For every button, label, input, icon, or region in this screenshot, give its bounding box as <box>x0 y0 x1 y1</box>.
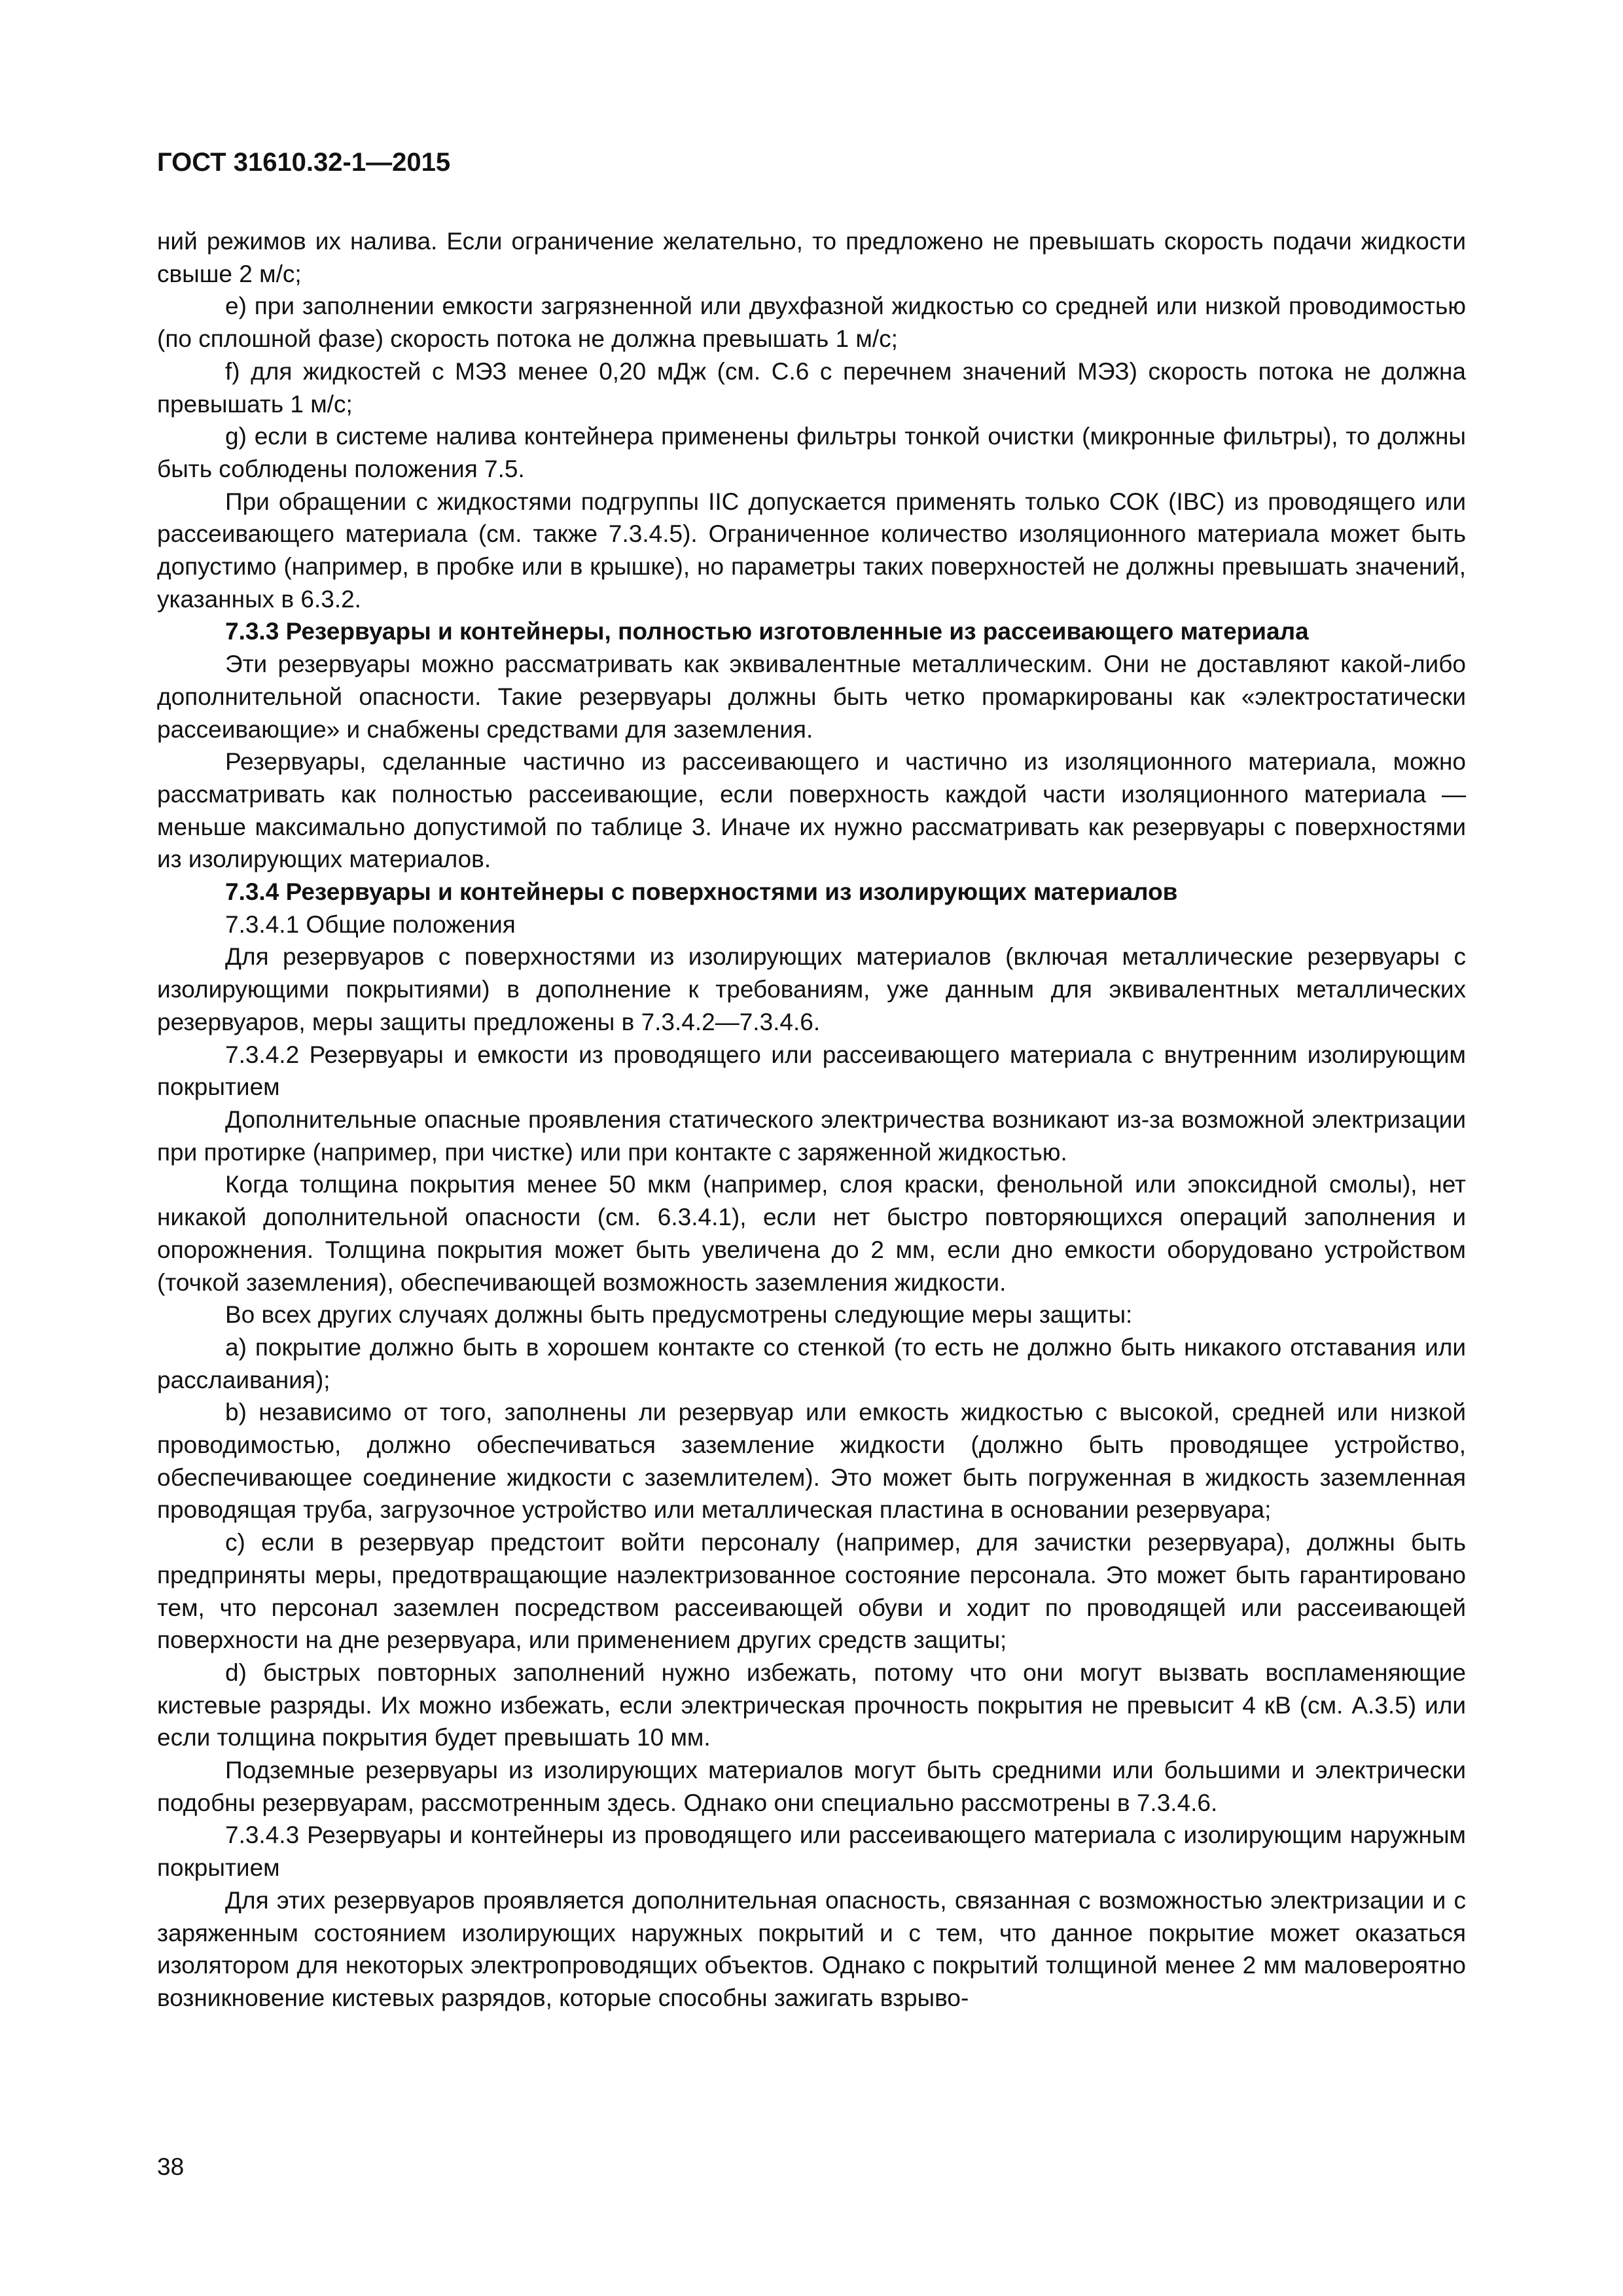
list-item-f: f) для жидкостей с МЭЗ менее 0,20 мДж (см. С.6 с перечнем значений МЭЗ) скорость потока не должна превышать 1 м/с; <box>157 357 1466 418</box>
paragraph: ний режимов их налива. Если ограничение желательно, то предложено не превышать скорость подачи жидкости свыше 2 м/с; <box>157 228 1466 287</box>
paragraph: Подземные резервуары из изолирующих материалов могут быть средними или большими и электрически подобны резервуарам, рассмотренным здесь. Однако они специально рассмотрены в 7.3.4.6. <box>157 1757 1466 1816</box>
list-item-g: g) если в системе налива контейнера применены фильтры тонкой очистки (микронные фильтры), то должны быть соблюдены положения 7.5. <box>157 423 1466 482</box>
subsection-title-7-3-4-3: 7.3.4.3 Резервуары и контейнеры из проводящего или рассеивающего материала с изолирующим наружным покрытием <box>157 1821 1466 1882</box>
paragraph: При обращении с жидкостями подгруппы IIC допускается применять только СОК (IBC) из проводящего или рассеивающего материала (см. также 7.3.4.5). Ограниченное количество изоляционного материала может быть допустимо (например, в пробке или в крышке), но параметры таких поверхностей не должны превышать значений, указанных в 6.3.2. <box>157 488 1466 613</box>
list-item-c: c) если в резервуар предстоит войти персоналу (например, для зачистки резервуара), должны быть предприняты меры, предотвращающие наэлектризованное состояние персонала. Это может быть гарантировано тем, что персонал заземлен посредством рассеивающей обуви и ходит по проводящей или рассеивающей поверхности на дне резервуара, или применением других средств защиты; <box>157 1529 1466 1654</box>
subsection-title-7-3-4-2: 7.3.4.2 Резервуары и емкости из проводящего или рассеивающего материала с внутренним изолирующим покрытием <box>157 1041 1466 1101</box>
document-body <box>157 225 1466 2015</box>
list-item-b: b) независимо от того, заполнены ли резервуар или емкость жидкостью с высокой, средней или низкой проводимостью, должно обеспечиваться заземление жидкости (должно быть проводящее устройство, обеспечивающее соединение жидкости с заземлителем). Это может быть погруженная в жидкость заземленная проводящая труба, загрузочное устройство или металлическая пластина в основании резервуара; <box>157 1399 1466 1524</box>
document-header: ГОСТ 31610.32-1—2015 <box>157 148 451 177</box>
subsection-title-7-3-4-1: 7.3.4.1 Общие положения <box>225 910 516 938</box>
paragraph: Для этих резервуаров проявляется дополнительная опасность, связанная с возможностью электризации и с заряженным состоянием изолирующих наружных покрытий и с тем, что данное покрытие может оказаться изолятором для некоторых электропроводящих объектов. Однако с покрытий толщиной менее 2 мм маловероятно возникновение кистевых разрядов, которые способны зажигать взрыво- <box>157 1886 1466 2011</box>
list-item-d: d) быстрых повторных заполнений нужно избежать, потому что они могут вызвать воспламеняющие кистевые разряды. Их можно избежать, если электрическая прочность покрытия не превысит 4 кВ (см. А.3.5) или если толщина покрытия будет превышать 10 мм. <box>157 1659 1466 1751</box>
paragraph: Резервуары, сделанные частично из рассеивающего и частично из изоляционного материала, можно рассматривать как полностью рассеивающие, если поверхность каждой части изоляционного материала — меньше максимально допустимой по таблице 3. Иначе их нужно рассматривать как резервуары с поверхностями из изолирующих материалов. <box>157 748 1466 873</box>
paragraph: Для резервуаров с поверхностями из изолирующих материалов (включая металлические резервуары с изолирующими покрытиями) в дополнение к требованиям, уже данным для эквивалентных металлических резервуаров, меры защиты предложены в 7.3.4.2—7.3.4.6. <box>157 943 1466 1035</box>
paragraph: Когда толщина покрытия менее 50 мкм (например, слоя краски, фенольной или эпоксидной смолы), нет никакой дополнительной опасности (см. 6.3.4.1), если нет быстро повторяющихся операций заполнения и опорожнения. Толщина покрытия может быть увеличена до 2 мм, если дно емкости оборудовано устройством (точкой заземления), обеспечивающей возможность заземления жидкости. <box>157 1171 1466 1296</box>
page-number: 38 <box>157 2153 185 2180</box>
paragraph: Во всех других случаях должны быть предусмотрены следующие меры защиты: <box>225 1301 1133 1329</box>
list-item-a: a) покрытие должно быть в хорошем контакте со стенкой (то есть не должно быть никакого отставания или расслаивания); <box>157 1333 1466 1393</box>
paragraph: Дополнительные опасные проявления статического электричества возникают из-за возможной электризации при протирке (например, при чистке) или при контакте с заряженной жидкостью. <box>157 1105 1466 1166</box>
section-heading-7-3-4: 7.3.4 Резервуары и контейнеры с поверхностями из изолирующих материалов <box>225 878 1178 906</box>
section-heading-7-3-3: 7.3.3 Резервуары и контейнеры, полностью изготовленные из рассеивающего материала <box>225 618 1309 645</box>
list-item-e: e) при заполнении емкости загрязненной или двухфазной жидкостью со средней или низкой проводимостью (по сплошной фазе) скорость потока не должна превышать 1 м/с; <box>157 293 1466 353</box>
paragraph: Эти резервуары можно рассматривать как эквивалентные металлическим. Они не доставляют какой-либо дополнительной опасности. Такие резервуары должны быть четко промаркированы как «электростатически рассеивающие» и снабжены средствами для заземления. <box>157 651 1466 743</box>
